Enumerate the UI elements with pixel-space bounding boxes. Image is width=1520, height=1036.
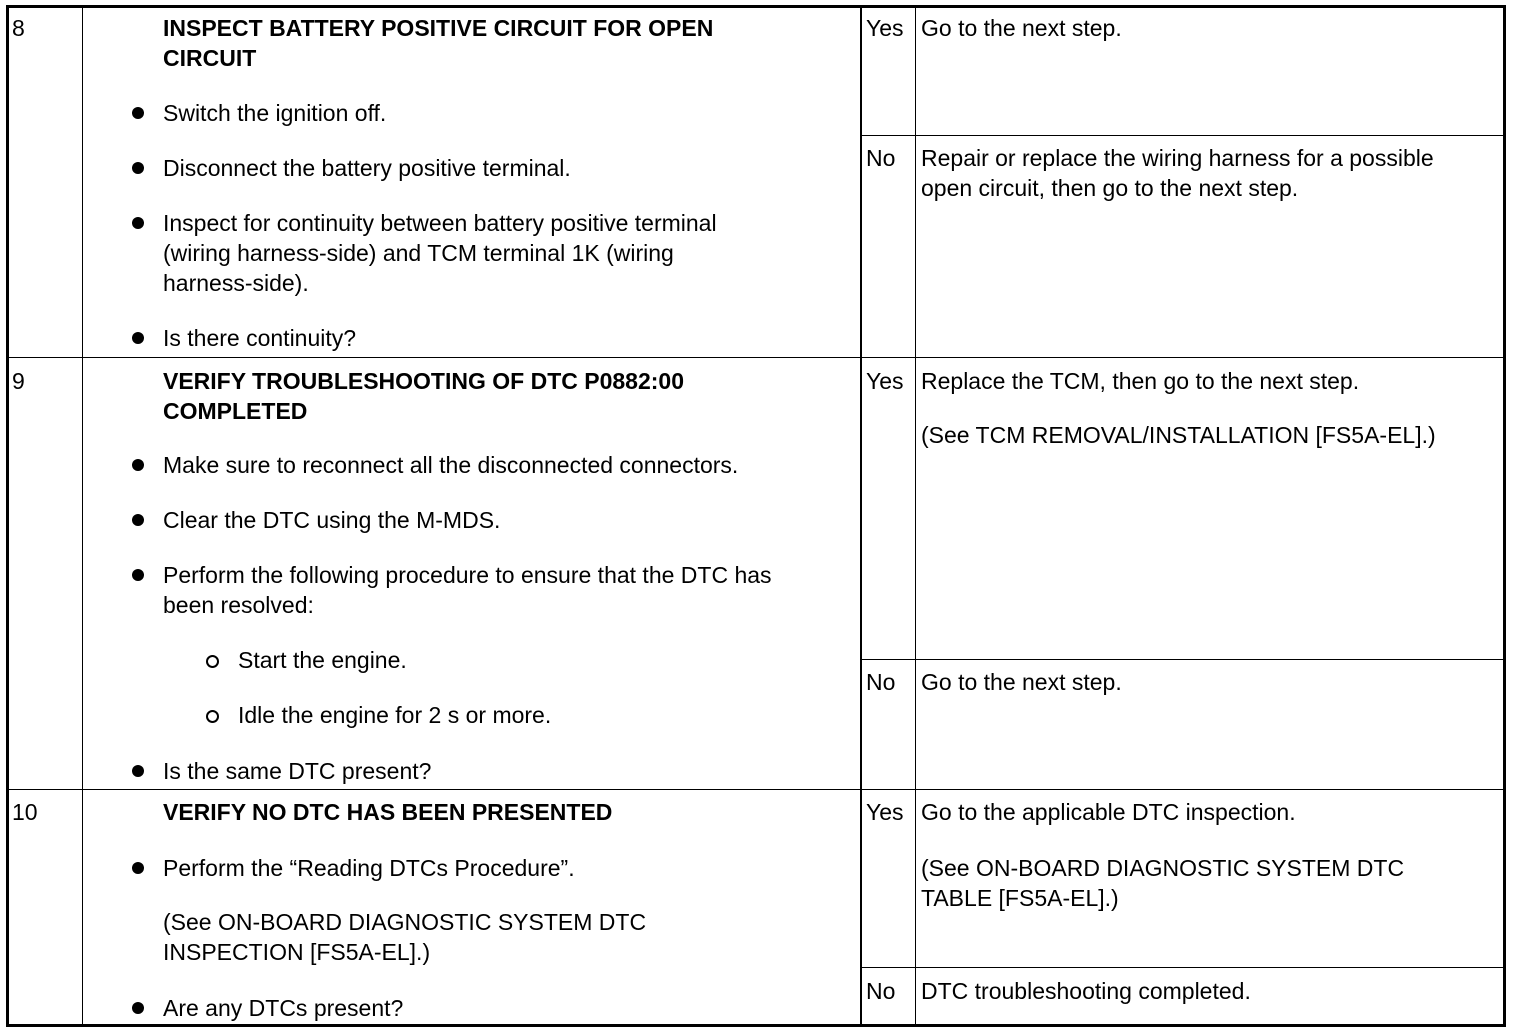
- yes-action: Go to the applicable DTC inspection.: [921, 799, 1296, 825]
- step-number: 8: [12, 15, 25, 41]
- no-action: Repair or replace the wiring harness for a possible: [921, 145, 1434, 171]
- yes-no-divider-10: [860, 967, 1506, 968]
- col-divider-step: [82, 5, 83, 1027]
- step-title: CIRCUIT: [163, 45, 257, 71]
- yes-action: Go to the next step.: [921, 15, 1122, 41]
- step-item: Make sure to reconnect all the disconnected connectors.: [163, 452, 739, 478]
- step-item: INSPECTION [FS5A-EL].): [163, 939, 431, 965]
- step-item: Are any DTCs present?: [163, 995, 404, 1021]
- step-number: 10: [12, 799, 38, 825]
- no-action: open circuit, then go to the next step.: [921, 175, 1299, 201]
- no-label: No: [866, 669, 896, 695]
- bullet-icon: [132, 1002, 144, 1014]
- step-title: COMPLETED: [163, 398, 308, 424]
- bullet-icon: [132, 862, 144, 874]
- row-divider-9-10: [6, 789, 1506, 790]
- step-number: 9: [12, 368, 25, 394]
- step-title: INSPECT BATTERY POSITIVE CIRCUIT FOR OPEN: [163, 15, 714, 41]
- yes-no-divider-9: [860, 659, 1506, 660]
- step-item: Perform the following procedure to ensure that the DTC has: [163, 562, 772, 588]
- step-title: VERIFY TROUBLESHOOTING OF DTC P0882:00: [163, 368, 685, 394]
- col-divider-result: [915, 5, 916, 1027]
- bullet-icon: [132, 332, 144, 344]
- yes-action: (See ON-BOARD DIAGNOSTIC SYSTEM DTC: [921, 855, 1405, 881]
- yes-action: Replace the TCM, then go to the next step.: [921, 368, 1360, 394]
- yes-label: Yes: [866, 799, 904, 825]
- bullet-icon: [132, 217, 144, 229]
- yes-action: TABLE [FS5A-EL].): [921, 885, 1119, 911]
- bullet-icon: [132, 162, 144, 174]
- bullet-icon: [132, 569, 144, 581]
- no-action: Go to the next step.: [921, 669, 1122, 695]
- bullet-icon: [132, 765, 144, 777]
- step-item: Inspect for continuity between battery positive terminal: [163, 210, 717, 236]
- step-item: been resolved:: [163, 592, 314, 618]
- bullet-icon: [132, 459, 144, 471]
- sub-bullet-icon: [206, 655, 219, 668]
- sub-bullet-icon: [206, 710, 219, 723]
- step-item: harness-side).: [163, 270, 309, 296]
- step-item: Disconnect the battery positive terminal.: [163, 155, 571, 181]
- bullet-icon: [132, 514, 144, 526]
- yes-label: Yes: [866, 15, 904, 41]
- no-action: DTC troubleshooting completed.: [921, 978, 1251, 1004]
- yes-label: Yes: [866, 368, 904, 394]
- col-divider-action: [860, 5, 862, 1027]
- step-item: (wiring harness-side) and TCM terminal 1K (wiring: [163, 240, 674, 266]
- step-item: Is there continuity?: [163, 325, 357, 351]
- no-label: No: [866, 978, 896, 1004]
- sub-item: Idle the engine for 2 s or more.: [238, 702, 552, 728]
- no-label: No: [866, 145, 896, 171]
- sub-item: Start the engine.: [238, 647, 407, 673]
- step-item: (See ON-BOARD DIAGNOSTIC SYSTEM DTC: [163, 909, 647, 935]
- yes-action: (See TCM REMOVAL/INSTALLATION [FS5A-EL].): [921, 422, 1436, 448]
- step-item: Perform the “Reading DTCs Procedure”.: [163, 855, 575, 881]
- bullet-icon: [132, 107, 144, 119]
- step-item: Is the same DTC present?: [163, 758, 432, 784]
- step-title: VERIFY NO DTC HAS BEEN PRESENTED: [163, 799, 613, 825]
- step-item: Clear the DTC using the M-MDS.: [163, 507, 501, 533]
- row-divider-8-9: [6, 357, 1506, 358]
- step-item: Switch the ignition off.: [163, 100, 387, 126]
- yes-no-divider-8: [860, 135, 1506, 136]
